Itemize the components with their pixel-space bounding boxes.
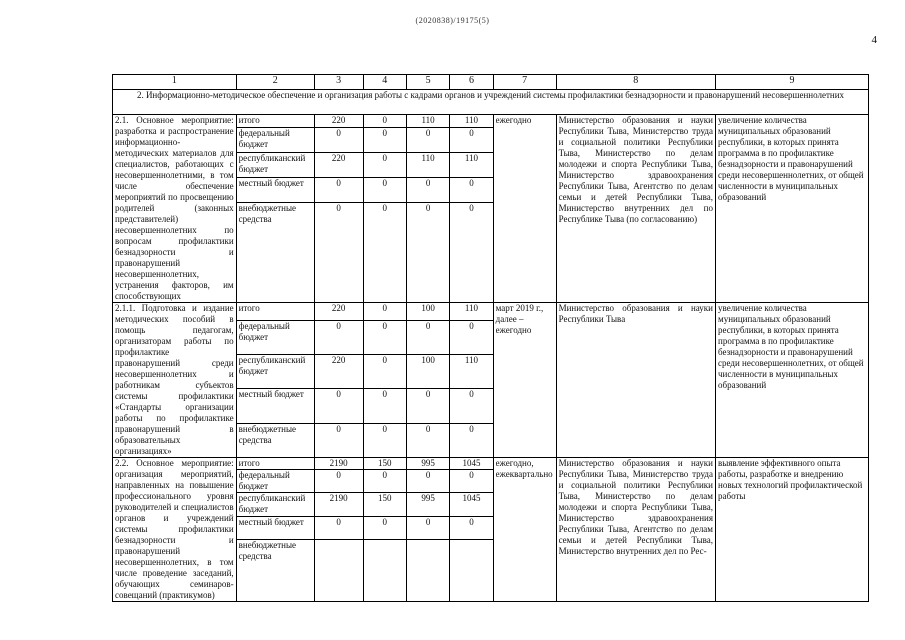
value-cell: 0 [406,178,449,203]
column-number: 1 [113,75,237,90]
value-cell: 220 [314,115,363,128]
column-number: 4 [363,75,406,90]
section-title: 2. Информационно-методическое обеспечение и организация работы с кадрами органов и учреждений системы профилактики безнадзорности и правонарушений несовершеннолетних [113,90,869,115]
value-cell: 995 [406,458,449,470]
funding-source: федеральный бюджет [236,470,314,493]
result-cell: увеличение количества муниципальных образований республики, в которых принята программа в по профилактике безнадзорности и правонарушений среди несовершеннолетних, от общей численности в муниципальных образований [716,115,869,303]
result-cell: выявление эффективного опыта работы, разработке и внедрению новых технологий профилактической работы [716,458,869,602]
value-cell: 0 [450,203,493,303]
column-number: 2 [236,75,314,90]
value-cell: 0 [314,203,363,303]
value-cell: 110 [450,303,493,321]
column-number: 5 [406,75,449,90]
column-number: 3 [314,75,363,90]
activity-cell: 2.1. Основное мероприятие: разработка и распространение информационно-методических материалов для специалистов, работающих с несовершеннолетними, в том числе обеспечение мероприятий по просвещению родителей (законных представителей) несовершеннолетних по вопросам профилактики безнадзорности и правонарушений несовершеннолетних, устранения факторов, им способствующих [113,115,237,303]
funding-source: республиканский бюджет [236,493,314,516]
funding-source: местный бюджет [236,178,314,203]
value-cell: 0 [363,128,406,153]
value-cell: 0 [363,355,406,389]
value-cell: 0 [450,423,493,457]
value-cell: 0 [363,303,406,321]
section-heading-row [113,90,869,115]
value-cell: 1045 [450,458,493,470]
value-cell: 0 [363,423,406,457]
value-cell: 0 [406,128,449,153]
table-row [113,303,869,321]
column-number: 7 [493,75,556,90]
funding-source: республиканский бюджет [236,355,314,389]
page-number: 4 [871,34,877,46]
value-cell: 0 [314,320,363,354]
value-cell: 0 [450,389,493,423]
document-header-code: (2020838)/19175(5) [415,16,490,25]
activity-cell: 2.1.1. Подготовка и издание методических пособий в помощь педагогам, организаторам работы по профилактике правонарушений среди несовершеннолетних и работникам субъектов системы профилактики «Стандарты организации работы по профилактике правонарушений в образовательных организациях» [113,303,237,458]
value-cell: 110 [450,115,493,128]
value-cell: 0 [363,516,406,539]
value-cell: 0 [314,389,363,423]
funding-source: местный бюджет [236,389,314,423]
value-cell [363,540,406,602]
value-cell: 995 [406,493,449,516]
program-table [112,74,869,602]
value-cell: 150 [363,458,406,470]
value-cell: 0 [406,389,449,423]
value-cell [450,540,493,602]
value-cell: 0 [450,128,493,153]
funding-source: внебюджетные средства [236,540,314,602]
term-cell: ежегодно [493,115,556,303]
term-cell: ежегодно, ежеквартально [493,458,556,602]
value-cell: 0 [450,178,493,203]
funding-source: федеральный бюджет [236,128,314,153]
funding-source: итого [236,115,314,128]
funding-source: республиканский бюджет [236,153,314,178]
value-cell: 220 [314,303,363,321]
value-cell: 0 [363,320,406,354]
executors-cell: Министерство образования и науки Республики Тыва, Министерство труда и социальной политики Республики Тыва, Министерство по делам молодежи и спорта Республики Тыва, Министерство здравоохранения Республики Тыва, Агентство по делам семьи и детей Республики Тыва, Министерство внутренних дел по Республике Тыва (по согласованию) [556,115,715,303]
value-cell: 0 [406,203,449,303]
value-cell: 0 [314,423,363,457]
value-cell: 150 [363,493,406,516]
value-cell: 1045 [450,493,493,516]
value-cell: 0 [450,320,493,354]
value-cell: 0 [363,178,406,203]
column-number: 8 [556,75,715,90]
value-cell: 110 [406,153,449,178]
value-cell [314,540,363,602]
value-cell: 0 [363,203,406,303]
value-cell: 0 [314,178,363,203]
value-cell: 110 [406,115,449,128]
value-cell: 0 [450,470,493,493]
value-cell: 0 [406,516,449,539]
funding-source: внебюджетные средства [236,203,314,303]
value-cell: 0 [406,423,449,457]
funding-source: федеральный бюджет [236,320,314,354]
column-number: 6 [450,75,493,90]
activity-cell: 2.2. Основное мероприятие: организация мероприятий, направленных на повышение профессионального уровня руководителей и специалистов органов и учреждений системы профилактики безнадзорности и правонарушений несовершеннолетних, в том числе проведение заседаний, обучающих семинаров-совещаний (практикумов) [113,458,237,602]
value-cell: 0 [363,115,406,128]
table-row [113,115,869,128]
value-cell: 110 [450,153,493,178]
column-number: 9 [716,75,869,90]
funding-source: итого [236,458,314,470]
executors-cell: Министерство образования и науки Республики Тыва, Министерство труда и социальной политики Республики Тыва, Министерство по делам молодежи и спорта Республики Тыва, Министерство здравоохранения Республики Тыва, Агентство по делам семьи и детей Республики Тыва, Министерство внутренних дел по Рес- [556,458,715,602]
value-cell: 0 [406,470,449,493]
value-cell [406,540,449,602]
value-cell: 0 [314,128,363,153]
value-cell: 0 [363,153,406,178]
value-cell: 2190 [314,493,363,516]
value-cell: 0 [363,470,406,493]
column-number-row [113,75,869,90]
value-cell: 0 [314,516,363,539]
value-cell: 0 [450,516,493,539]
value-cell: 0 [406,320,449,354]
funding-source: местный бюджет [236,516,314,539]
value-cell: 100 [406,303,449,321]
value-cell: 0 [363,389,406,423]
funding-source: итого [236,303,314,321]
funding-source: внебюджетные средства [236,423,314,457]
value-cell: 220 [314,153,363,178]
value-cell: 0 [314,470,363,493]
executors-cell: Министерство образования и науки Республики Тыва [556,303,715,458]
value-cell: 220 [314,355,363,389]
result-cell: увеличение количества муниципальных образований республики, в которых принята программа в по профилактике безнадзорности и правонарушений среди несовершеннолетних, от общей численности в муниципальных образований [716,303,869,458]
value-cell: 110 [450,355,493,389]
table-row [113,458,869,470]
value-cell: 100 [406,355,449,389]
term-cell: март 2019 г., далее – ежегодно [493,303,556,458]
value-cell: 2190 [314,458,363,470]
